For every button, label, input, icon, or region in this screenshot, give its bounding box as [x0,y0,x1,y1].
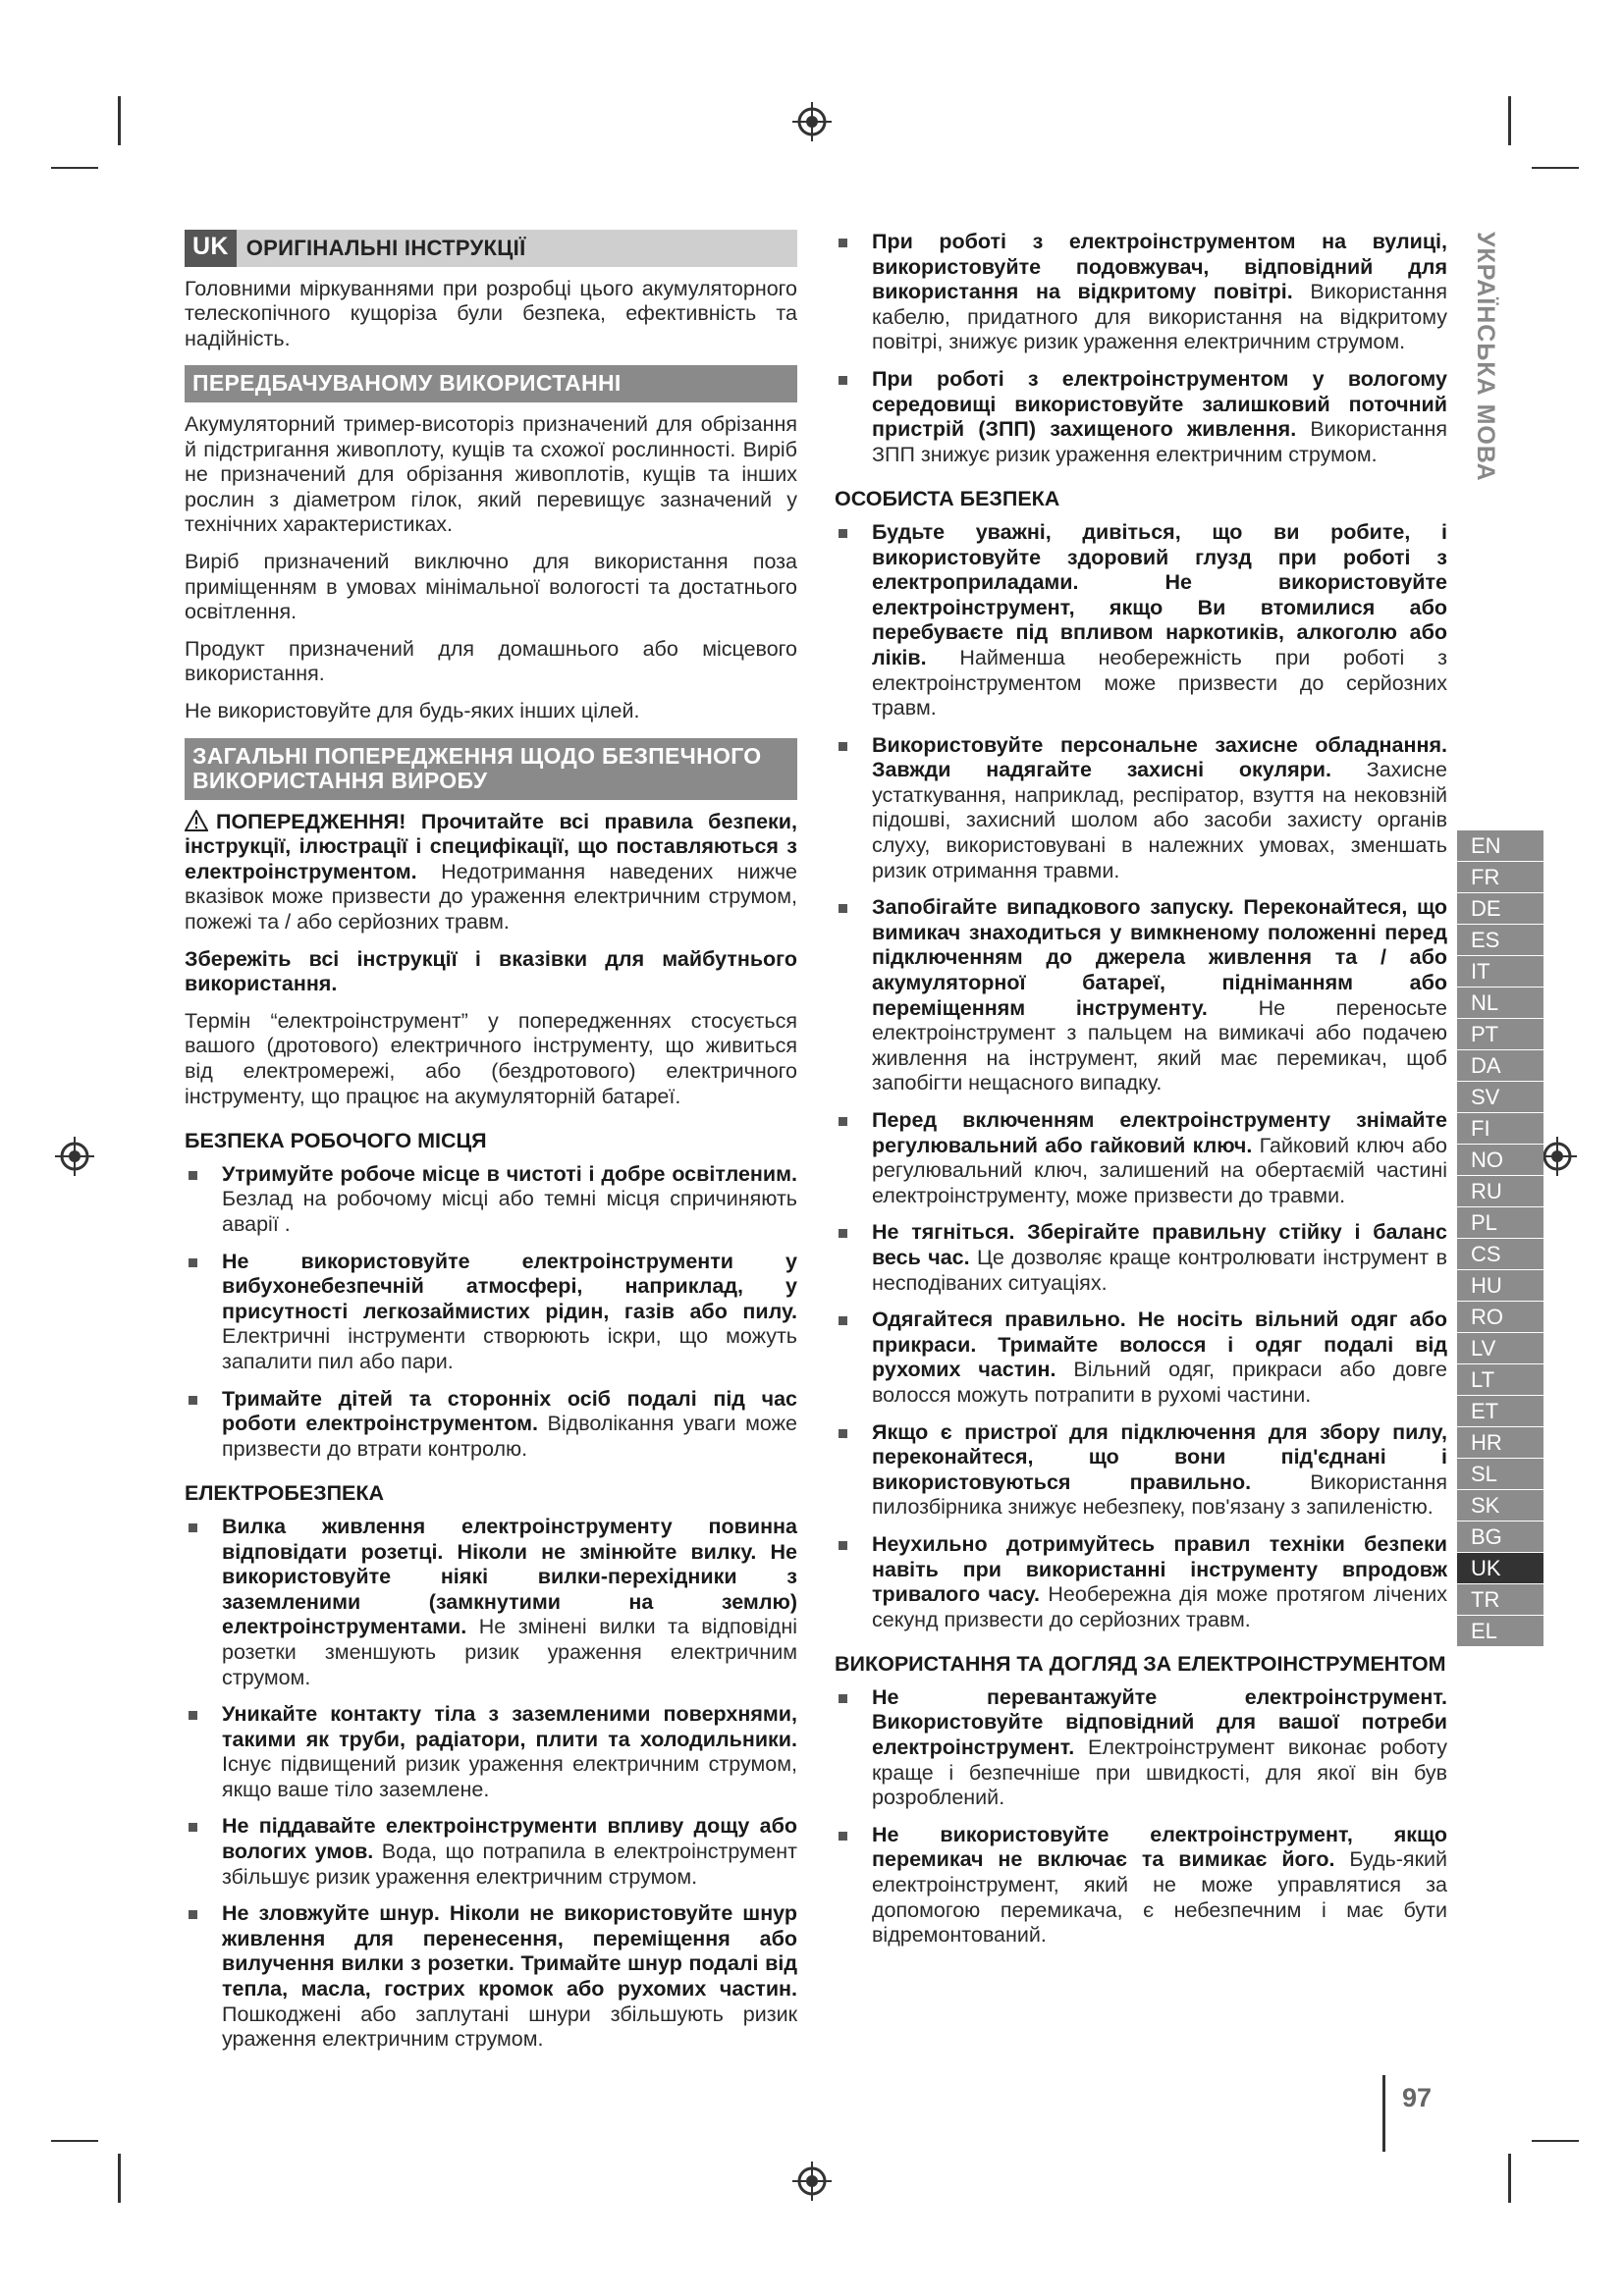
list-item: Запобігайте випадкового запуску. Переконайтеся, що вимикач знаходиться у вимкненому положенні перед підключенням до джерела живлення та / або акумуляторної батареї, підніманням або переміщенням інструменту. Не переносьте електроінструмент з пальцем на вимикачі або подачею живлення на інструмент, який має перемикач, щоб запобігти нещасного випадку. [835,895,1447,1096]
crop-mark [51,2140,98,2142]
registration-mark-icon [55,1137,94,1176]
list-item: Уникайте контакту тіла з заземленими поверхнями, такими як труби, радіатори, плити та холодильники. Існує підвищений ризик ураження електричним струмом, якщо ваше тіло заземлене. [185,1702,797,1802]
language-tab-de[interactable]: DE [1457,893,1543,925]
registration-mark-icon [792,2162,832,2201]
language-tab-en[interactable]: EN [1457,830,1543,862]
language-tab-lv[interactable]: LV [1457,1333,1543,1364]
list-item: Не перевантажуйте електроінструмент. Використовуйте відповідний для вашої потреби електроінструмент. Електроінструмент виконає роботу краще і безпечніше при швидкості, для якої він був розроблений. [835,1685,1447,1811]
warning-bold: ПОПЕРЕДЖЕННЯ! Прочитайте всі правила безпеки, інструкції, ілюстрації і специфікації, що поставляються з електроінструментом. [185,809,797,883]
language-tab-nl[interactable]: NL [1457,988,1543,1019]
language-tab-fr[interactable]: FR [1457,862,1543,893]
language-tab-da[interactable]: DA [1457,1050,1543,1082]
language-tabs [1457,830,1543,1647]
subheading-personal: ОСОБИСТА БЕЗПЕКА [835,487,1060,511]
list-item: Неухильно дотримуйтесь правил техніки безпеки навіть при використанні інструменту впродовж тривалого часу. Необережна дія може протягом лічених секунд призвести до серйозних травм. [835,1532,1447,1632]
warning-paragraph [185,810,797,935]
electrical-list-right [835,230,1447,467]
page-number-divider [1382,2075,1385,2152]
language-tab-sl[interactable]: SL [1457,1459,1543,1490]
side-language-title: УКРАЇНСЬКА МОВА [1472,232,1499,482]
tool-use-list [835,1685,1447,1949]
section-header-intended-use: ПЕРЕДБАЧУВАНОМУ ВИКОРИСТАННІ [185,365,797,402]
paragraph: Виріб призначений виключно для використання поза приміщенням в умовах мінімальної вологості та достатнього освітлення. [185,549,797,624]
electrical-list-left [185,1515,797,2053]
keep-instructions [185,947,797,997]
right-column [835,230,1447,1960]
crop-mark [1508,2154,1511,2203]
crop-mark [1532,2140,1579,2142]
term-definition: Термін “електроінструмент” у попередженнях стосується вашого (дротового) електричного інструменту, що живиться від електромережі, або (бездротового) електричного інструменту, що працює на акумуляторній батареї. [185,1008,797,1108]
list-item: Не використовуйте електроінструменти у вибухонебезпечній атмосфері, наприклад, у присутності легкозаймистих рідин, газів або пилу. Електричні інструменти створюють іскри, що можуть запалити пил або пари. [185,1250,797,1375]
left-column [185,230,797,2064]
language-tab-cs[interactable]: CS [1457,1239,1543,1270]
language-tab-bg[interactable]: BG [1457,1522,1543,1553]
list-item: Не піддавайте електроінструменти впливу дощу або вологих умов. Вода, що потрапила в електроінструмент збільшує ризик ураження електричним струмом. [185,1814,797,1890]
language-tab-pt[interactable]: PT [1457,1019,1543,1050]
work-area-list [185,1162,797,1463]
crop-mark [1532,167,1579,169]
registration-mark-icon [792,102,832,141]
language-tab-sk[interactable]: SK [1457,1490,1543,1522]
language-tab-ro[interactable]: RO [1457,1302,1543,1333]
list-item: Утримуйте робоче місце в чистоті і добре освітленим. Безлад на робочому місці або темні місця спричиняють аварії . [185,1162,797,1238]
list-item: Якщо є пристрої для підключення для збору пилу, переконайтеся, що вони під'єднані і використовуються правильно. Використання пилозбірника знижує небезпеку, пов'язану з запиленістю. [835,1420,1447,1521]
list-item: Використовуйте персональне захисне обладнання. Завжди надягайте захисні окуляри. Захисне устаткування, наприклад, респіратор, взуття на нековзній підошві, захисний шолом або засоби захисту органів слуху, використовувані в належних умовах, зменшать ризик отримання травми. [835,733,1447,884]
language-tab-es[interactable]: ES [1457,925,1543,956]
warning-text: Недотримання наведених нижче вказівок може призвести до ураження електричним струмом, пожежі та / або серйозних травм. [185,859,797,934]
crop-mark [51,167,98,169]
page-number: 97 [1402,2083,1433,2112]
subheading-work-area: БЕЗПЕКА РОБОЧОГО МІСЦЯ [185,1129,487,1153]
personal-list [835,520,1447,1632]
language-tab-lt[interactable]: LT [1457,1364,1543,1396]
crop-mark [118,2154,121,2203]
page-title: ОРИГІНАЛЬНІ ІНСТРУКЦІЇ [245,236,526,260]
paragraph: Акумуляторний тример-висоторіз призначений для обрізання й підстригання живоплоту, кущів та схожої рослинності. Виріб не призначений для обрізання живоплотів, кущів та інших рослин з діаметром гілок, який перевищує зазначений у технічних характеристиках. [185,411,797,537]
section-header-general-warnings: ЗАГАЛЬНІ ПОПЕРЕДЖЕННЯ ЩОДО БЕЗПЕЧНОГО ВИКОРИСТАННЯ ВИРОБУ [185,738,797,800]
list-item: Тримайте дітей та сторонніх осіб подалі під час роботи електроінструментом. Відволікання уваги може призвести до втрати контролю. [185,1387,797,1463]
keep-instructions-text: Збережіть всі інструкції і вказівки для майбутнього використання. [185,946,797,996]
language-tab-hu[interactable]: HU [1457,1270,1543,1302]
language-code-badge: UK [185,230,237,267]
list-item: Одягайтеся правильно. Не носіть вільний одяг або прикраси. Тримайте волосся і одяг подалі від рухомих частин. Вільний одяг, прикраси або довге волосся можуть потрапити в рухомі частини. [835,1308,1447,1408]
language-tab-et[interactable]: ET [1457,1396,1543,1427]
list-item: При роботі з електроінструментом у вологому середовищі використовуйте залишковий поточний пристрій (ЗПП) захищеного живлення. Використання ЗПП знижує ризик ураження електричним струмом. [835,367,1447,467]
list-item: Перед включенням електроінструменту знімайте регулювальний або гайковий ключ. Гайковий ключ або регулювальний ключ, залишений на обертаємій частині електроінструменту, може призвести до травми. [835,1108,1447,1208]
language-tab-tr[interactable]: TR [1457,1584,1543,1616]
language-tab-uk[interactable]: UK [1457,1553,1543,1584]
subheading-tool-use: ВИКОРИСТАННЯ ТА ДОГЛЯД ЗА ЕЛЕКТРОІНСТРУМЕНТОМ [835,1652,1446,1677]
section-header-original-instructions [185,230,797,267]
list-item: Будьте уважні, дивіться, що ви робите, і використовуйте здоровий глузд при роботі з електроприладами. Не використовуйте електроінструмент, якщо Ви втомилися або перебуваєте під впливом наркотиків, алкоголю або ліків. Найменша необережність при роботі з електроінструментом може призвести до серйозних травм. [835,520,1447,721]
paragraph: Не використовуйте для будь-яких інших цілей. [185,698,640,722]
intro-paragraph: Головними міркуваннями при розробці цього акумуляторного телескопічного кущоріза були безпека, ефективність та надійність. [185,276,797,350]
paragraph: Продукт призначений для домашнього або місцевого використання. [185,636,797,686]
crop-mark [118,96,121,145]
list-item: Не використовуйте електроінструмент, якщо перемикач не включає та вимикає його. Будь-який електроінструмент, який не може управлятися за допомогою перемикача, є небезпечним і має бути відремонтований. [835,1823,1447,1949]
language-tab-sv[interactable]: SV [1457,1082,1543,1113]
warning-triangle-icon [185,810,208,831]
registration-mark-icon [1538,1137,1577,1176]
language-tab-fi[interactable]: FI [1457,1113,1543,1145]
language-tab-ru[interactable]: RU [1457,1176,1543,1207]
list-item: При роботі з електроінструментом на вулиці, використовуйте подовжувач, відповідний для використання на відкритому повітрі. Використання кабелю, придатного для використання на відкритому повітрі, знижує ризик ураження електричним струмом. [835,230,1447,355]
list-item: Вилка живлення електроінструменту повинна відповідати розетці. Ніколи не змінюйте вилку. Не використовуйте ніякі вилки-перехідники з заземленими (замкнутими на землю) електроінструментами. Не змінені вилки та відповідні розетки зменшують ризик ураження електричним струмом. [185,1515,797,1690]
language-tab-no[interactable]: NO [1457,1145,1543,1176]
language-tab-hr[interactable]: HR [1457,1427,1543,1459]
list-item: Не тягніться. Зберігайте правильну стійку і баланс весь час. Це дозволяє краще контролювати інструмент в несподіваних ситуаціях. [835,1220,1447,1296]
language-tab-el[interactable]: EL [1457,1616,1543,1647]
crop-mark [1508,96,1511,145]
language-tab-pl[interactable]: PL [1457,1207,1543,1239]
list-item: Не зловжуйте шнур. Ніколи не використовуйте шнур живлення для перенесення, переміщення або вилучення вилки з розетки. Тримайте шнур подалі від тепла, масла, гострих кромок або рухомих частин. Пошкоджені або заплутані шнури збільшують ризик ураження електричним струмом. [185,1901,797,2053]
language-tab-it[interactable]: IT [1457,956,1543,988]
subheading-electrical: ЕЛЕКТРОБЕЗПЕКА [185,1481,385,1506]
